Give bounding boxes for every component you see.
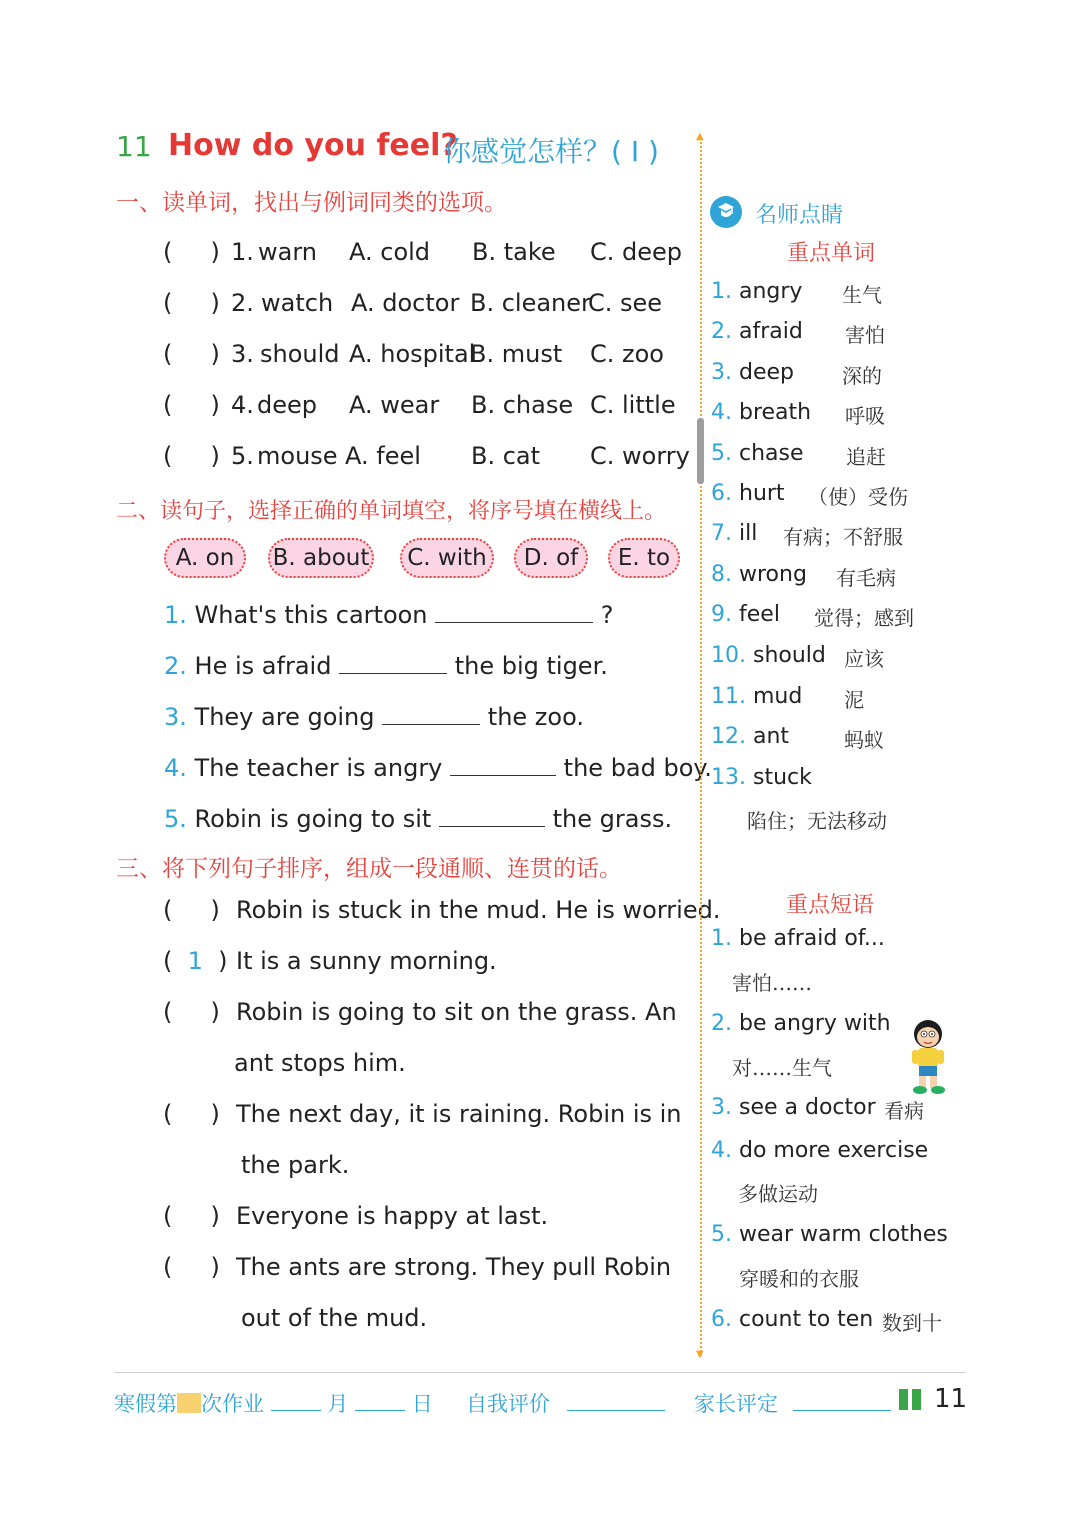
item-number: 4. — [231, 391, 254, 419]
key-word-cn: 应该 — [844, 647, 884, 671]
item-number: 3. — [231, 340, 254, 368]
parent-eval-blank[interactable] — [793, 1390, 891, 1411]
key-word-cn: 泥 — [844, 688, 864, 712]
option-b: B. must — [470, 340, 563, 368]
key-word: 2. afraid — [711, 319, 803, 344]
option-b: B. cleaner — [470, 289, 591, 317]
sentence-text: ? — [600, 601, 614, 629]
page-marker-bar — [912, 1389, 921, 1410]
page-title-cn: 你感觉怎样？( Ⅰ ) — [443, 135, 659, 168]
answer-blank[interactable]: ( ) — [163, 238, 220, 266]
key-phrase: 6. count to ten — [711, 1307, 874, 1332]
fill-blank[interactable] — [439, 804, 545, 827]
key-word-cn: 觉得；感到 — [814, 606, 914, 630]
order-blank[interactable]: ( ) — [163, 998, 220, 1026]
example-word: watch — [261, 289, 334, 317]
key-phrases-heading: 重点短语 — [786, 893, 875, 918]
section1-heading: 一、读单词，找出与例词同类的选项。 — [116, 190, 507, 216]
key-word-cn: 追赶 — [846, 445, 886, 469]
key-word-cn: 有毛病 — [836, 566, 896, 590]
word-option: E. to — [608, 538, 680, 578]
key-word: 9. feel — [711, 602, 780, 627]
key-word: 11. mud — [711, 684, 803, 709]
option-b: B. chase — [471, 391, 574, 419]
order-sentence: It is a sunny morning. — [236, 947, 497, 975]
word-option: D. of — [514, 538, 588, 578]
option-c: C. worry — [590, 442, 690, 470]
key-phrase: 2. be angry with — [711, 1011, 891, 1036]
key-word: 12. ant — [711, 724, 790, 749]
option-c: C. see — [588, 289, 663, 317]
order-sentence: The next day, it is raining. Robin is in — [236, 1100, 682, 1128]
option-a: A. cold — [349, 238, 431, 266]
divider-arrow-top: ▲ — [696, 131, 704, 142]
homework-prefix: 寒假第 — [114, 1392, 177, 1416]
answer-blank[interactable]: ( ) — [163, 442, 220, 470]
key-word-cn: 陷住；无法移动 — [747, 809, 887, 833]
order-sentence-cont: the park. — [241, 1151, 350, 1179]
example-answer: 1 — [187, 947, 203, 975]
teacher-tip-icon — [710, 196, 742, 228]
column-divider — [700, 138, 702, 1356]
page-number: 11 — [934, 1384, 968, 1414]
example-word: deep — [257, 391, 317, 419]
sentence-text: the big tiger. — [454, 652, 608, 680]
key-word-cn: 生气 — [842, 283, 882, 307]
key-phrase: 4. do more exercise — [711, 1138, 929, 1163]
item-number: 5. — [231, 442, 254, 470]
item-number: 2. — [164, 652, 187, 680]
sidebar-title: 名师点睛 — [755, 203, 844, 228]
key-phrase-cn: 看病 — [884, 1099, 924, 1123]
example-word: warn — [258, 238, 317, 266]
cartoon-boy-illustration — [906, 1018, 952, 1096]
answer-blank[interactable]: ( ) — [163, 289, 220, 317]
item-number: 1. — [231, 238, 254, 266]
key-word-cn: 有病；不舒服 — [783, 525, 903, 549]
option-a: A. doctor — [351, 289, 460, 317]
word-option: B. about — [268, 538, 374, 578]
answer-blank[interactable]: ( ) — [163, 391, 220, 419]
key-phrase-cn: 害怕…… — [732, 971, 812, 995]
word-option: C. with — [400, 538, 494, 578]
order-blank[interactable]: ( 1 ) — [163, 947, 228, 975]
fill-sentence — [164, 600, 614, 629]
option-c: C. deep — [590, 238, 683, 266]
key-word: 6. hurt — [711, 481, 785, 506]
key-word-cn: （使）受伤 — [808, 485, 908, 509]
key-word: 1. angry — [711, 279, 803, 304]
key-word-cn: 蚂蚁 — [844, 728, 884, 752]
option-a: A. wear — [349, 391, 440, 419]
order-sentence: The ants are strong. They pull Robin — [236, 1253, 672, 1281]
example-word: should — [260, 340, 340, 368]
page-marker-bar — [899, 1389, 908, 1410]
order-sentence-cont: out of the mud. — [241, 1304, 428, 1332]
sentence-text: What's this cartoon — [194, 601, 428, 629]
scrollbar[interactable] — [697, 418, 704, 484]
order-blank[interactable]: ( ) — [163, 1253, 220, 1281]
sentence-text: the grass. — [552, 805, 673, 833]
fill-blank[interactable] — [450, 753, 556, 776]
sentence-text: He is afraid — [194, 652, 332, 680]
key-word: 5. chase — [711, 441, 804, 466]
self-eval-blank[interactable] — [567, 1390, 665, 1411]
month-label: 月 — [327, 1392, 349, 1416]
key-phrase-cn: 数到十 — [882, 1311, 942, 1335]
word-option: A. on — [164, 538, 246, 578]
order-sentence: Everyone is happy at last. — [236, 1202, 549, 1230]
example-word: mouse — [257, 442, 338, 470]
homework-suffix: 次作业 — [201, 1392, 264, 1416]
key-phrase: 3. see a doctor — [711, 1095, 876, 1120]
item-number: 5. — [164, 805, 187, 833]
unit-number: 11 — [116, 130, 152, 163]
fill-blank[interactable] — [382, 702, 480, 725]
option-b: B. cat — [471, 442, 541, 470]
sentence-text: The teacher is angry — [194, 754, 443, 782]
fill-blank[interactable] — [435, 600, 593, 623]
day-label: 日 — [411, 1392, 433, 1416]
order-sentence: Robin is stuck in the mud. He is worried. — [236, 896, 721, 924]
key-phrase: 1. be afraid of... — [711, 926, 885, 951]
fill-blank[interactable] — [339, 651, 447, 674]
parent-evaluation — [694, 1388, 891, 1418]
option-c: C. little — [590, 391, 676, 419]
key-word: 4. breath — [711, 400, 812, 425]
key-word: 7. ill — [711, 521, 758, 546]
fill-sentence — [164, 702, 584, 731]
key-word: 8. wrong — [711, 562, 807, 587]
answer-blank[interactable]: ( ) — [163, 340, 220, 368]
item-number: 3. — [164, 703, 187, 731]
footer-rule — [114, 1372, 966, 1373]
sentence-text: Robin is going to sit — [194, 805, 432, 833]
key-word-cn: 害怕 — [845, 323, 885, 347]
sentence-text: the bad boy. — [563, 754, 712, 782]
sentence-text: the zoo. — [487, 703, 584, 731]
option-a: A. hospital — [349, 340, 476, 368]
fill-sentence — [164, 753, 712, 782]
key-word: 13. stuck — [711, 765, 812, 790]
sentence-text: They are going — [194, 703, 375, 731]
fill-sentence — [164, 651, 608, 680]
order-blank[interactable]: ( ) — [163, 1100, 220, 1128]
divider-arrow-bottom: ▼ — [696, 1349, 704, 1360]
option-a: A. feel — [345, 442, 421, 470]
item-number: 2. — [231, 289, 254, 317]
order-blank[interactable]: ( ) — [163, 896, 220, 924]
fill-sentence — [164, 804, 672, 833]
key-phrase: 5. wear warm clothes — [711, 1222, 948, 1247]
key-word: 3. deep — [711, 360, 794, 385]
key-phrase-cn: 对……生气 — [732, 1056, 832, 1080]
homework-count-box[interactable] — [177, 1393, 201, 1413]
order-sentence: Robin is going to sit on the grass. An — [236, 998, 677, 1026]
month-blank[interactable] — [271, 1390, 321, 1411]
order-sentence-cont: ant stops him. — [234, 1049, 406, 1077]
self-evaluation — [466, 1388, 665, 1418]
key-phrase-cn: 多做运动 — [738, 1182, 818, 1206]
self-eval-label: 自我评价 — [466, 1392, 550, 1416]
homework-tracker — [114, 1388, 433, 1418]
key-word: 10. should — [711, 643, 826, 668]
section2-heading: 二、读句子，选择正确的单词填空，将序号填在横线上。 — [116, 499, 667, 524]
day-blank[interactable] — [355, 1390, 405, 1411]
parent-eval-label: 家长评定 — [694, 1392, 778, 1416]
option-b: B. take — [472, 238, 556, 266]
item-number: 4. — [164, 754, 187, 782]
key-word-cn: 呼吸 — [845, 404, 885, 428]
key-word-cn: 深的 — [842, 364, 882, 388]
key-phrase-cn: 穿暖和的衣服 — [739, 1267, 859, 1291]
order-blank[interactable]: ( ) — [163, 1202, 220, 1230]
option-c: C. zoo — [590, 340, 664, 368]
key-words-heading: 重点单词 — [787, 241, 876, 266]
page-title: How do you feel? — [168, 128, 458, 163]
section3-heading: 三、将下列句子排序，组成一段通顺、连贯的话。 — [116, 856, 622, 882]
item-number: 1. — [164, 601, 187, 629]
